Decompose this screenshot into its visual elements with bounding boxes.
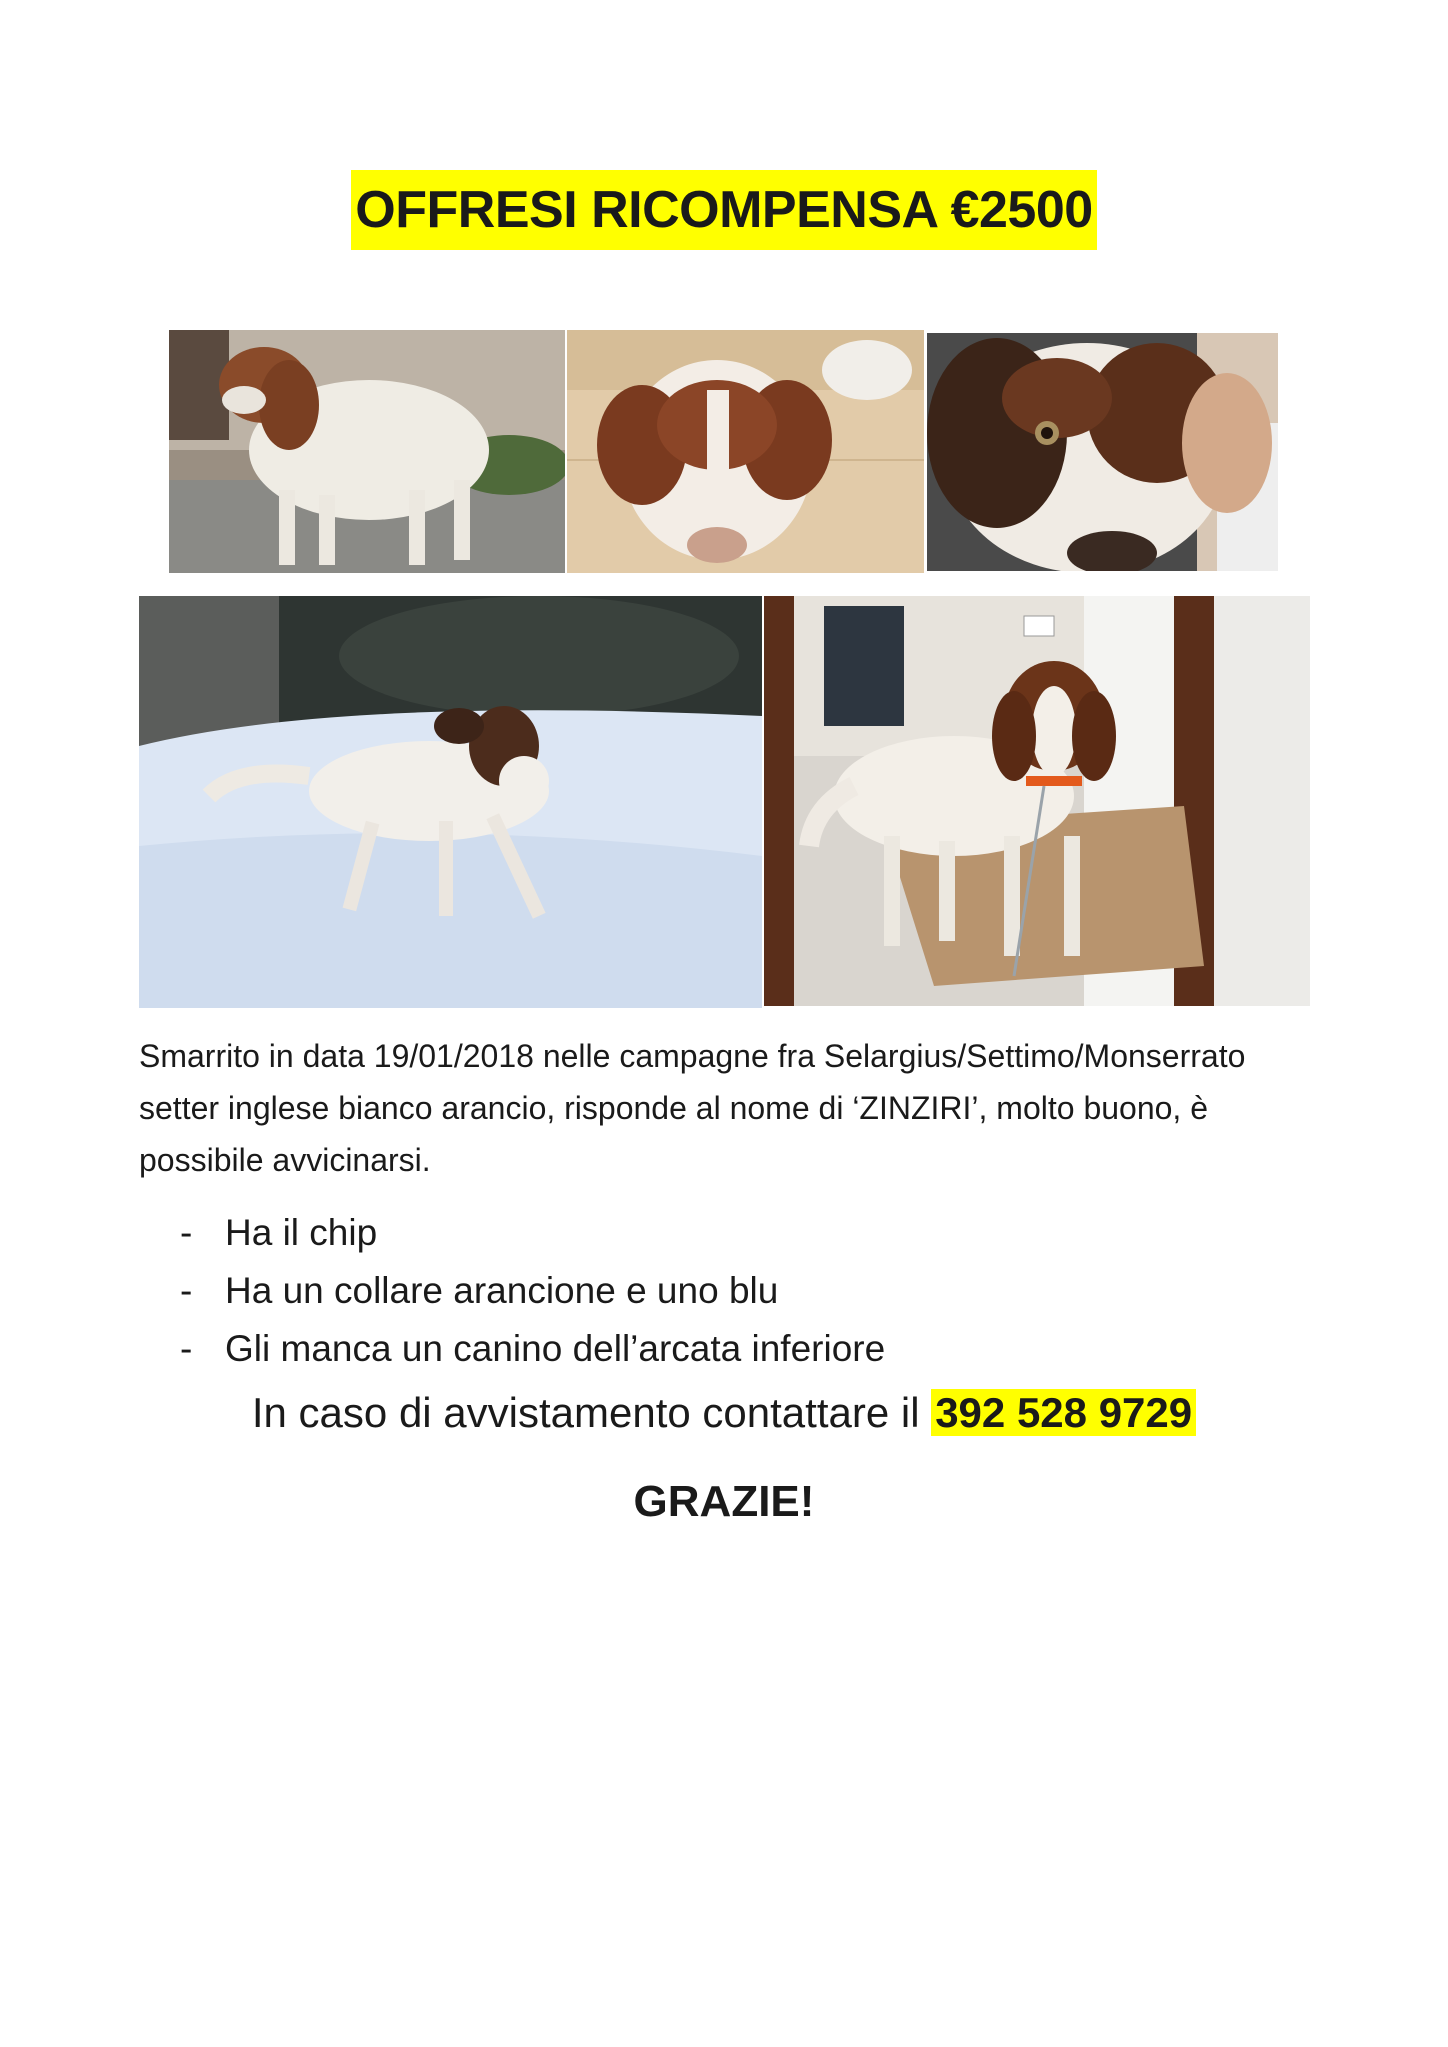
contact-text: In caso di avvistamento contattare il xyxy=(251,1389,932,1436)
bullet-dash: - xyxy=(180,1212,193,1253)
contact-line xyxy=(0,1382,1448,1444)
thanks-text: GRAZIE! xyxy=(633,1477,815,1526)
feature-text: Gli manca un canino dell’arcata inferiore xyxy=(225,1328,886,1369)
features-list xyxy=(180,1204,885,1378)
bullet-dash: - xyxy=(180,1328,193,1369)
feature-text: Ha il chip xyxy=(225,1212,378,1253)
dog-standing-outdoor-photo xyxy=(169,330,565,573)
bullet-dash: - xyxy=(180,1270,193,1311)
description-text: Smarrito in data 19/01/2018 nelle campagne fra Selargius/Settimo/Monserrato setter inglese bianco arancio, risponde al nome di ‘ZINZIRI’, molto buono, è possibile avvicinarsi. xyxy=(139,1038,1246,1178)
reward-title xyxy=(0,170,1448,250)
list-item xyxy=(180,1262,885,1320)
dog-head-closeup-photo xyxy=(567,330,924,573)
list-item xyxy=(180,1320,885,1378)
dog-running-in-snow-photo xyxy=(139,596,762,1008)
list-item xyxy=(180,1204,885,1262)
feature-text: Ha un collare arancione e uno blu xyxy=(225,1270,779,1311)
dog-face-closeup-photo xyxy=(927,333,1278,571)
phone-number[interactable]: 392 528 9729 xyxy=(931,1389,1196,1436)
reward-title-text: OFFRESI RICOMPENSA €2500 xyxy=(351,170,1096,250)
dog-standing-indoor-photo xyxy=(764,596,1310,1006)
